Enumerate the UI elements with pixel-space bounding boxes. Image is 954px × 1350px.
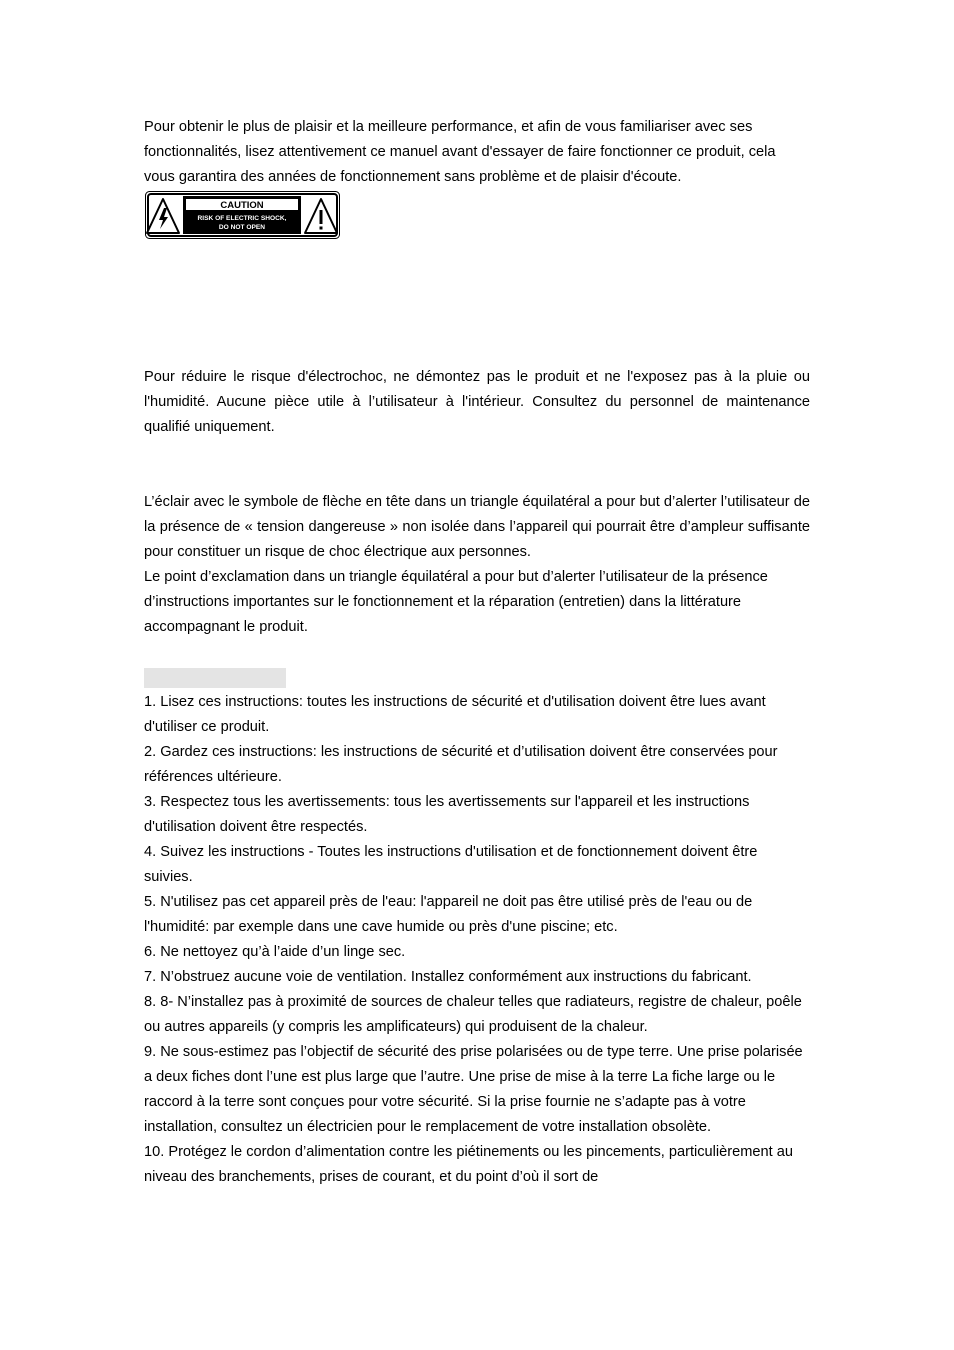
list-item: 8. 8- N’installez pas à proximité de sources de chaleur telles que radiateurs, registre de chaleur, poêle ou autres appareils (y compris les amplificateurs) qui produisent de la chaleur.: [144, 994, 802, 1035]
caution-title: CAUTION: [220, 200, 264, 211]
exclamation-symbol-paragraph: Le point d’exclamation dans un triangle équilatéral a pour but d’alerter l’utilisateur de la présence d’instructions importantes sur le fonctionnement et la réparation (entretien) dans la littérature accompagnant le produit.: [144, 569, 768, 635]
list-item: 9. Ne sous-estimez pas l’objectif de sécurité des prise polarisées ou de type terre. Une prise polarisée a deux fiches dont l’une est plus large que l’autre. Une prise de mise à la terre La fiche large ou le raccord à la terre sont conçues pour votre sécurité. Si la prise fournie ne s’adapte pas à votre installation, consultez un électricien pour le remplacement de votre installation obsolète.: [144, 1044, 803, 1135]
caution-line1: RISK OF ELECTRIC SHOCK,: [197, 215, 287, 222]
list-item: 6. Ne nettoyez qu’à l’aide d’un linge sec.: [144, 944, 406, 960]
caution-label-graphic: [145, 191, 340, 239]
caution-label: [145, 191, 340, 239]
list-item: 2. Gardez ces instructions: les instructions de sécurité et d’utilisation doivent être conservées pour références ultérieure.: [144, 744, 778, 785]
symbols-explanation: [144, 490, 810, 640]
intro-paragraph: Pour obtenir le plus de plaisir et la meilleure performance, et afin de vous familiariser avec ses fonctionnalités, lisez attentivement ce manuel avant d'essayer de faire fonctionner ce produit, cela vous garantira des années de fonctionnement sans problème et de plaisir d'écoute.: [144, 119, 776, 185]
caution-line2: DO NOT OPEN: [218, 224, 266, 231]
redacted-heading-block: [144, 668, 286, 688]
lightning-symbol-paragraph: L’éclair avec le symbole de flèche en tête dans un triangle équilatéral a pour but d’alerter l’utilisateur de la présence de « tension dangereuse » non isolée dans l’appareil qui pourrait être d’ampleur suffisante pour constituer un risque de choc électrique aux personnes.: [144, 494, 810, 560]
list-item: 4. Suivez les instructions - Toutes les instructions d'utilisation et de fonctionnement doivent être suivies.: [144, 844, 758, 885]
shock-warning-paragraph: Pour réduire le risque d'électrochoc, ne démontez pas le produit et ne l'exposez pas à la pluie ou l'humidité. Aucune pièce utile à l’utilisateur à l'intérieur. Consultez du personnel de maintenance qualifié uniquement.: [144, 369, 810, 435]
list-item: 3. Respectez tous les avertissements: tous les avertissements sur l'appareil et les instructions d'utilisation doivent être respectés.: [144, 794, 750, 835]
list-item: 5. N'utilisez pas cet appareil près de l'eau: l'appareil ne doit pas être utilisé près de l'eau ou de l'humidité: par exemple dans une cave humide ou près d'une piscine; etc.: [144, 894, 753, 935]
safety-instructions-list: [144, 690, 810, 1190]
list-item: 1. Lisez ces instructions: toutes les instructions de sécurité et d'utilisation doivent être lues avant d'utiliser ce produit.: [144, 694, 766, 735]
list-item: 7. N’obstruez aucune voie de ventilation. Installez conformément aux instructions du fabricant.: [144, 969, 752, 985]
list-item: 10. Protégez le cordon d’alimentation contre les piétinements ou les pincements, particulièrement au niveau des branchements, prises de courant, et du point d’où il sort de: [144, 1144, 793, 1185]
